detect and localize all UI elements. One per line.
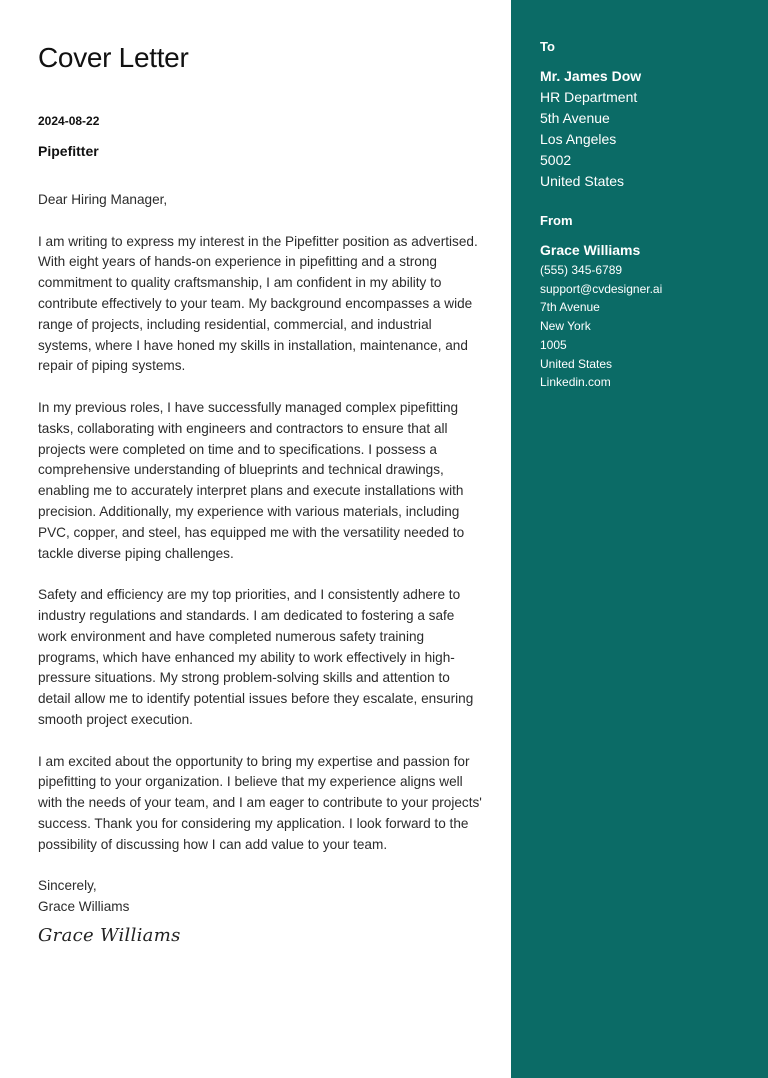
from-heading: From <box>540 213 573 228</box>
sender-email[interactable]: support@cvdesigner.ai <box>540 281 663 296</box>
sender-country: United States <box>540 356 613 371</box>
recipient-street: 5th Avenue <box>540 110 610 126</box>
recipient-name: Mr. James Dow <box>540 68 642 84</box>
closing: Sincerely, <box>38 878 97 894</box>
sender-linkedin[interactable]: Linkedin.com <box>540 375 611 390</box>
paragraph-4: I am excited about the opportunity to bring my expertise and passion for pipefitting to your organization. I believe that my experience aligns well with the needs of your team, and I am eager to contribute to your projects' success. Thank you for considering my application. I look forward to the possibility of discussing how I can add value to your team. <box>38 753 482 852</box>
paragraph-1: I am writing to express my interest in the Pipefitter position as advertised. With eight years of hands-on experience in pipefitting and a strong commitment to quality craftsmanship, I am confident in my ability to contribute effectively to your team. My background encompasses a wide range of projects, including residential, commercial, and industrial systems, where I have honed my skills in installation, maintenance, and repair of piping systems. <box>38 233 478 374</box>
page-title: Cover Letter <box>38 42 189 73</box>
sender-postcode: 1005 <box>540 337 567 352</box>
paragraph-2: In my previous roles, I have successfully managed complex pipefitting tasks, collaborating with engineers and contractors to ensure that all projects were completed on time and to specifications. I possess a comprehensive understanding of blueprints and technical drawings, enabling me to accurately interpret plans and execute installations with precision. Additionally, my experience with various materials, including PVC, copper, and steel, has equipped me with the versatility needed to tackle diverse piping challenges. <box>38 399 465 561</box>
letter-body <box>38 190 486 947</box>
job-title: Pipefitter <box>38 143 99 159</box>
recipient-department: HR Department <box>540 89 638 105</box>
signature: Grace Williams <box>38 924 181 946</box>
sender-name: Grace Williams <box>540 242 641 258</box>
sender-street: 7th Avenue <box>540 300 600 315</box>
letter-main <box>38 40 488 946</box>
sender-city: New York <box>540 319 591 334</box>
sender-block <box>540 240 760 392</box>
paragraph-3: Safety and efficiency are my top priorities, and I consistently adhere to industry regulations and standards. I am dedicated to fostering a safe work environment and have completed numerous safety training programs, which have enhanced my ability to work effectively in high-pressure situations. My strong problem-solving skills and attention to detail allow me to identify potential issues before they escalate, ensuring smooth project execution. <box>38 587 474 727</box>
letter-date: 2024-08-22 <box>38 114 100 128</box>
recipient-block <box>540 66 760 192</box>
recipient-postcode: 5002 <box>540 152 572 168</box>
to-heading: To <box>540 39 555 54</box>
recipient-country: United States <box>540 173 625 189</box>
sidebar-content <box>540 38 760 392</box>
greeting: Dear Hiring Manager, <box>38 192 168 207</box>
closing-name: Grace Williams <box>38 899 130 915</box>
sender-phone: (555) 345-6789 <box>540 263 623 277</box>
recipient-city: Los Angeles <box>540 131 617 147</box>
sidebar <box>511 0 768 1078</box>
